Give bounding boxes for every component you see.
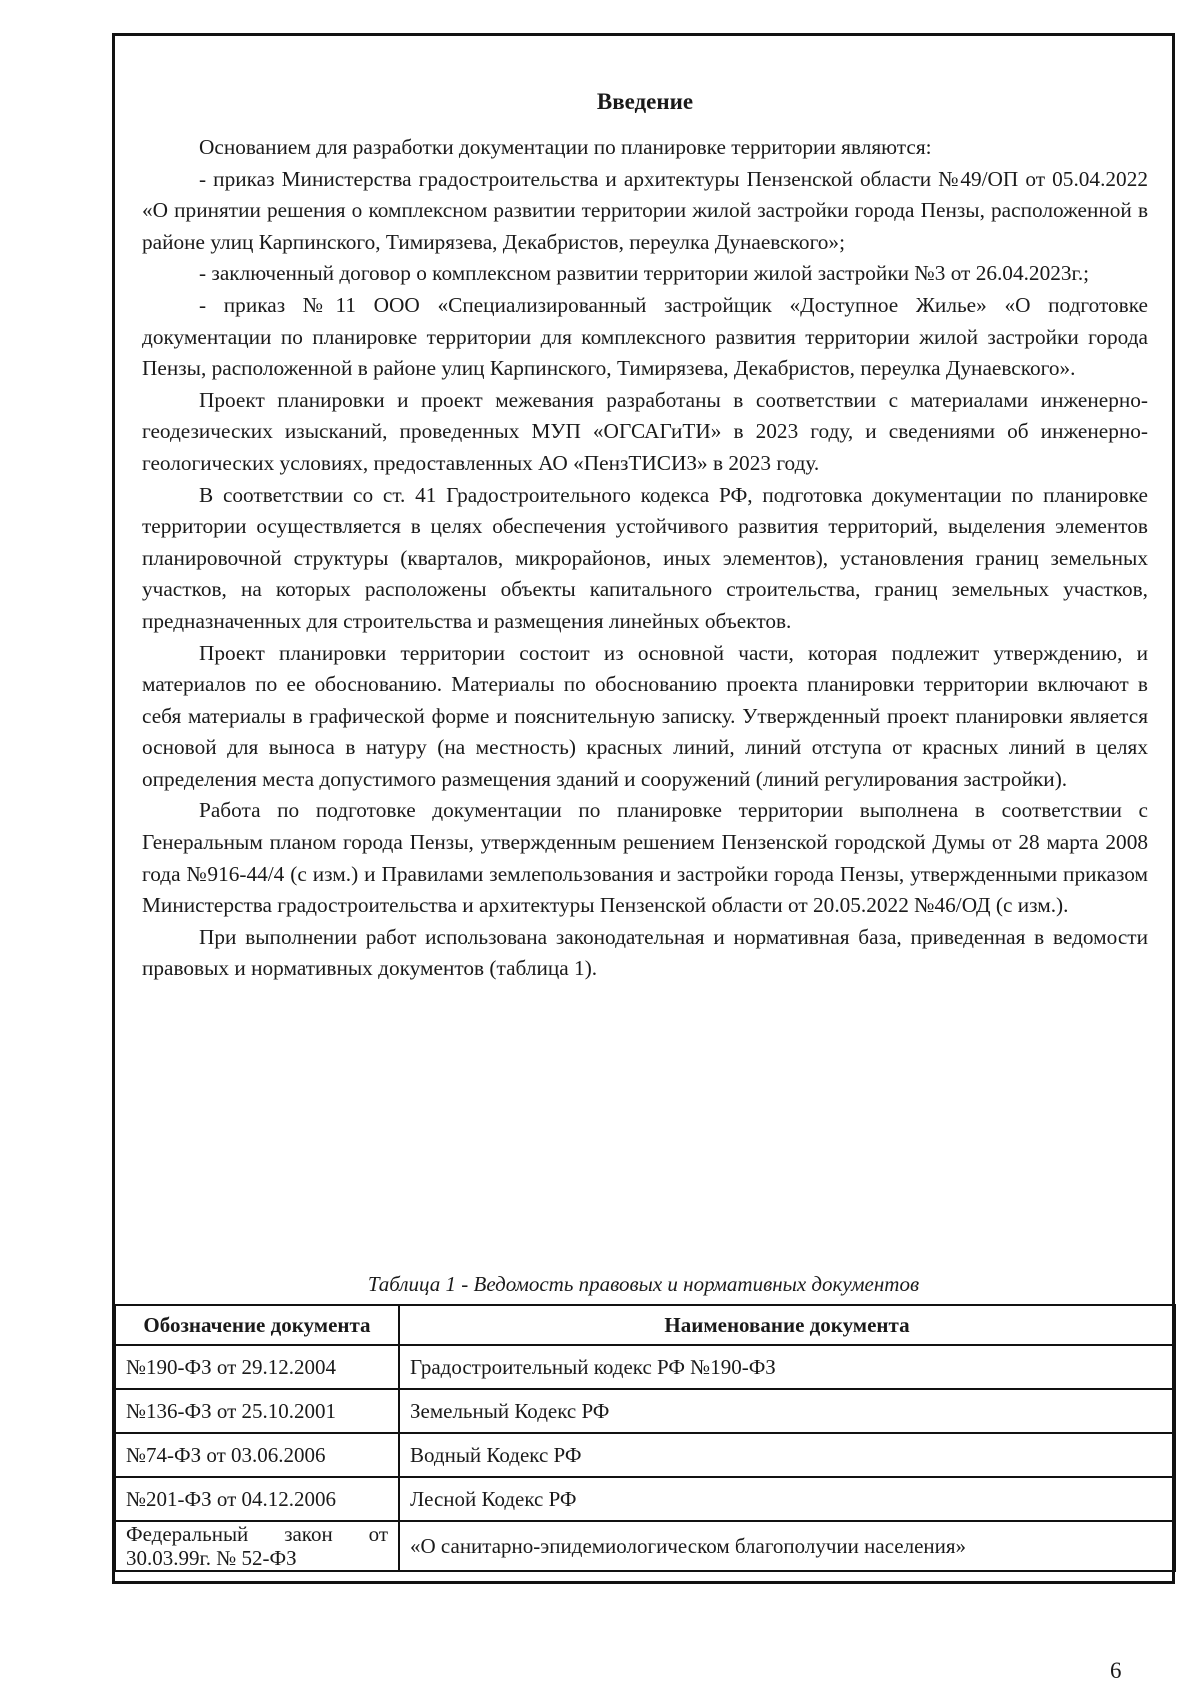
body-paragraph: Проект планировки территории состоит из основной части, которая подлежит утверждению, и материалов по ее обоснованию. Материалы по обоснованию проекта планировки территории включают в себя материалы в графической форме и пояснительную записку. Утвержденный проект планировки является основой для выноса в натуру (на местность) красных линий, линий отступа от красных линий в целях определения места допустимого размещения зданий и сооружений (линий регулирования застройки). [142,640,1148,791]
document-name: Водный Кодекс РФ [399,1433,1175,1477]
table-caption: Таблица 1 - Ведомость правовых и нормативных документов [367,1272,920,1296]
document-designation: №190-ФЗ от 29.12.2004 [115,1345,399,1389]
body-paragraph: - приказ №11 ООО «Специализированный застройщик «Доступное Жилье» «О подготовке документации по планировке территории для комплексного развития территории жилой застройки города Пензы, расположенной в районе улиц Карпинского, Тимирязева, Декабристов, переулка Дунаевского». [142,292,1148,381]
documents-table [114,1304,1176,1572]
document-name: Лесной Кодекс РФ [399,1477,1175,1521]
body-paragraph: Основанием для разработки документации по планировке территории являются: [199,135,932,159]
document-designation: №74-ФЗ от 03.06.2006 [115,1433,399,1477]
body-paragraph: При выполнении работ использована законодательная и нормативная база, приведенная в ведомости правовых и нормативных документов (таблица 1). [142,924,1148,981]
column-header-name: Наименование документа [399,1305,1175,1345]
body-paragraph: - заключенный договор о комплексном развитии территории жилой застройки №3 от 26.04.2023г.; [199,261,1090,286]
table-row [115,1345,1175,1389]
page-number: 6 [1110,1658,1122,1683]
document-name: Земельный Кодекс РФ [399,1389,1175,1433]
column-header-designation: Обозначение документа [115,1305,399,1345]
document-name: «О санитарно-эпидемиологическом благополучии населения» [399,1521,1175,1571]
document-name: Градостроительный кодекс РФ №190-ФЗ [399,1345,1175,1389]
table-row [115,1433,1175,1477]
table-header-row [115,1305,1175,1345]
document-body [142,86,1148,985]
body-paragraph: В соответствии со ст. 41 Градостроительного кодекса РФ, подготовка документации по планировке территории осуществляется в целях обеспечения устойчивого развития территорий, выделения элементов планировочной структуры (кварталов, микрорайонов, иных элементов), установления границ земельных участков, на которых расположены объекты капитального строительства, границ земельных участков, предназначенных для строительства и размещения линейных объектов. [142,482,1148,633]
table-row [115,1389,1175,1433]
table-row [115,1477,1175,1521]
document-designation: №136-ФЗ от 25.10.2001 [115,1389,399,1433]
body-paragraph: Работа по подготовке документации по планировке территории выполнена в соответствии с Генеральным планом города Пензы, утвержденным решением Пензенской городской Думы от 28 марта 2008 года №916-44/4 (с изм.) и Правилами землепользования и застройки города Пензы, утвержденными приказом Министерства градостроительства и архитектуры Пензенской области от 20.05.2022 №46/ОД (с изм.). [142,798,1148,918]
table-row [115,1521,1175,1571]
document-designation: №201-ФЗ от 04.12.2006 [115,1477,399,1521]
section-title: Введение [596,89,694,114]
body-paragraph: - приказ Министерства градостроительства и архитектуры Пензенской области №49/ОП от 05.04.2022 «О принятии решения о комплексном развитии территории жилой застройки города Пензы, расположенной в районе улиц Карпинского, Тимирязева, Декабристов, переулка Дунаевского»; [142,166,1148,254]
body-paragraph: Проект планировки и проект межевания разработаны в соответствии с материалами инженерно-геодезических изысканий, проведенных МУП «ОГСАГиТИ» в 2023 году, и сведениями об инженерно-геологических условиях, предоставленных АО «ПензТИСИЗ» в 2023 году. [142,387,1148,475]
document-designation: Федеральный закон от 30.03.99г. № 52-ФЗ [115,1521,399,1571]
